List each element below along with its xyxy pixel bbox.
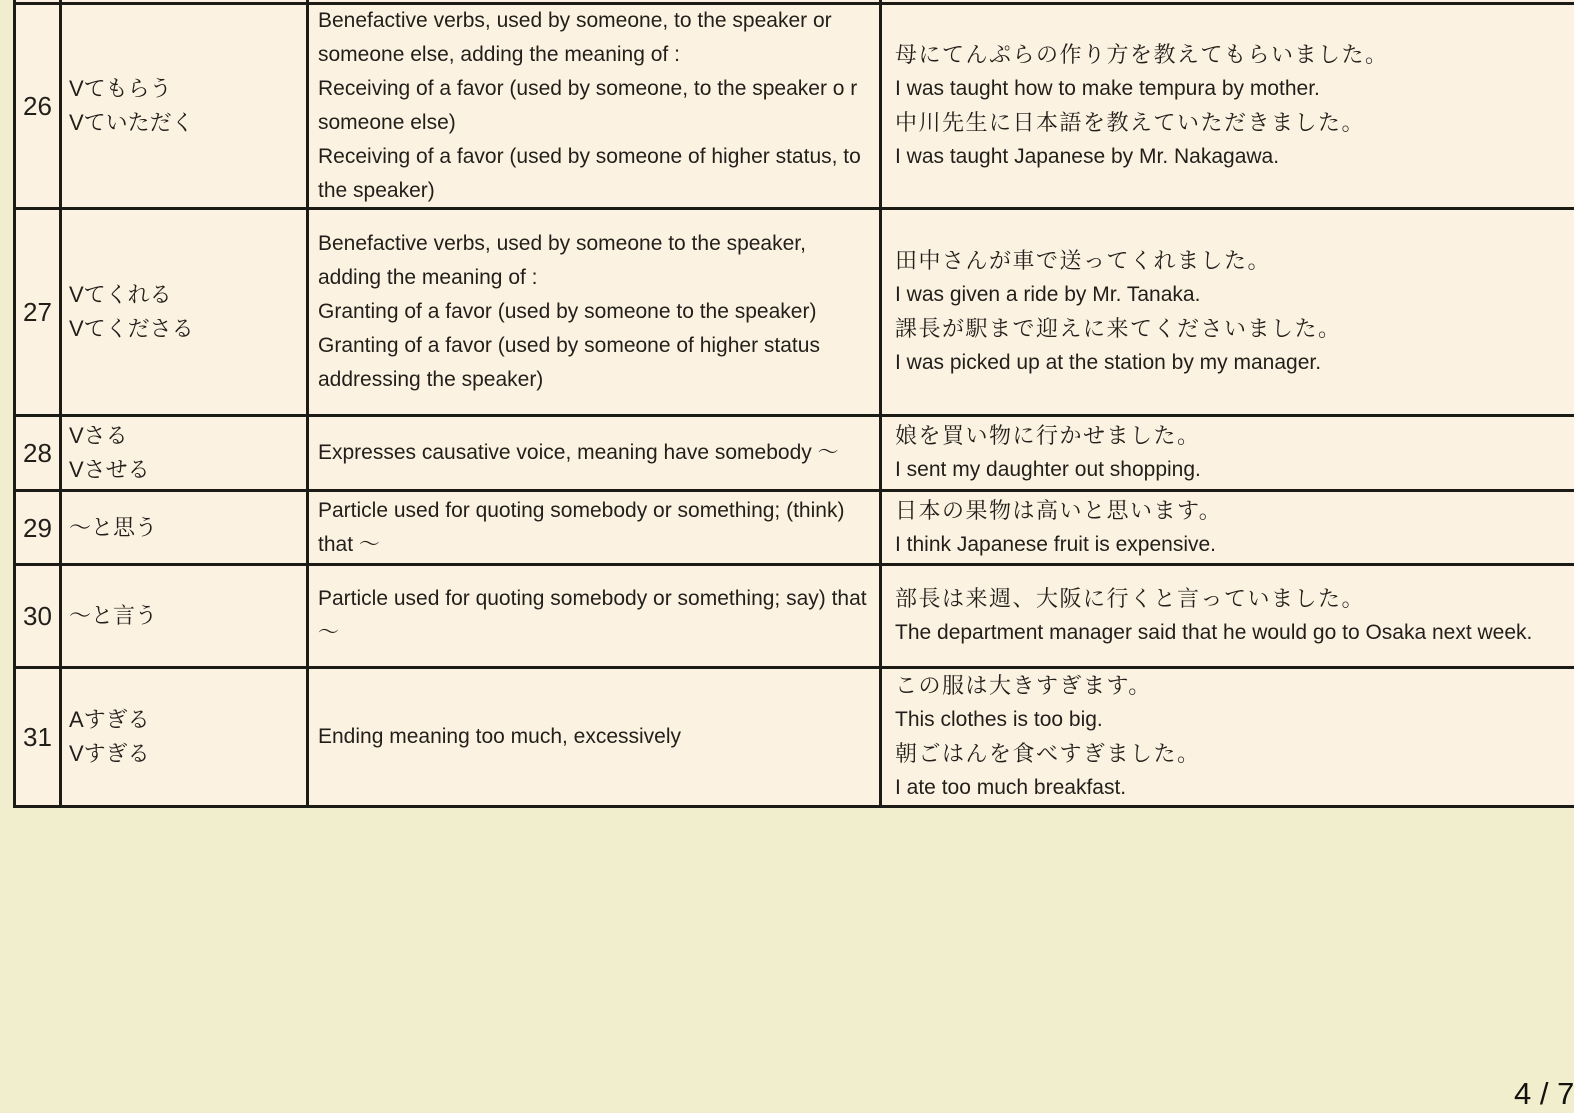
example-japanese: 母にてんぷらの作り方を教えてもらいました。	[895, 42, 1389, 67]
example-japanese: 部長は来週、大阪に行くと言っていました。	[895, 586, 1366, 611]
row-number-cell	[16, 566, 62, 666]
row-number: 26	[23, 91, 52, 121]
row-number-cell	[16, 492, 62, 563]
example-japanese: 中川先生に日本語を教えていただきました。	[895, 110, 1366, 135]
grammar-pattern-cell	[62, 0, 309, 2]
page-number: 4 / 7	[1514, 1076, 1574, 1111]
examples-cell	[882, 566, 1574, 666]
example-japanese: 田中さんが車で送ってくれました。	[895, 248, 1272, 273]
example-english: I was taught Japanese by Mr. Nakagawa.	[895, 145, 1280, 168]
row-number: 31	[23, 722, 52, 752]
row-number-cell	[16, 5, 62, 207]
explanation-text: Particle used for quoting somebody or something; (think) that ～	[318, 498, 845, 556]
explanation-text: Benefactive verbs, used by someone to the speaker, adding the meaning of :	[318, 232, 806, 289]
row-number-cell	[16, 669, 62, 805]
row-number-cell	[16, 210, 62, 414]
grammar-pattern-cell	[62, 669, 309, 805]
grammar-pattern-line: Vさる	[69, 423, 128, 448]
explanation-cell	[309, 0, 882, 2]
examples-cell	[882, 5, 1574, 207]
explanation-text: Granting of a favor (used by someone of higher status addressing the speaker)	[318, 334, 820, 391]
grammar-pattern-line: ～と思う	[69, 514, 158, 540]
explanation-text: Ending meaning too much, excessively	[318, 725, 682, 748]
table-row	[13, 666, 1574, 808]
table-row	[13, 563, 1574, 666]
explanation-cell	[309, 5, 882, 207]
grammar-pattern-line: Vてもらう	[69, 76, 172, 101]
row-number: 27	[23, 297, 52, 327]
example-japanese: 朝ごはんを食べすぎました。	[895, 741, 1201, 766]
row-number: 29	[23, 512, 52, 543]
grammar-pattern-cell	[62, 417, 309, 489]
explanation-text: Granting of a favor (used by someone to the speaker)	[318, 300, 817, 323]
example-japanese: 日本の果物は高いと思います。	[895, 497, 1223, 523]
explanation-cell	[309, 669, 882, 805]
explanation-text: Expresses causative voice, meaning have somebody ～	[318, 441, 839, 464]
grammar-pattern-line: Vてくれる	[69, 282, 172, 307]
examples-cell	[882, 669, 1574, 805]
explanation-text: Benefactive verbs, used by someone, to the speaker or someone else, adding the meaning of :	[318, 9, 832, 66]
example-japanese: 娘を買い物に行かせました。	[895, 423, 1201, 448]
examples-cell	[882, 417, 1574, 489]
example-english: I was picked up at the station by my manager.	[895, 351, 1322, 374]
example-english: I ate too much breakfast.	[895, 776, 1127, 799]
table-row	[13, 2, 1574, 207]
example-english: I was taught how to make tempura by mother.	[895, 77, 1320, 100]
grammar-table	[13, 0, 1574, 808]
grammar-pattern-line: Vすぎる	[69, 741, 150, 766]
example-english: I think Japanese fruit is expensive.	[895, 532, 1217, 556]
row-number: 28	[23, 438, 52, 468]
example-english: The department manager said that he would go to Osaka next week.	[895, 621, 1533, 644]
example-japanese: 課長が駅まで迎えに来てくださいました。	[895, 316, 1342, 341]
explanation-cell	[309, 566, 882, 666]
explanation-text: Receiving of a favor (used by someone of higher status, to the speaker)	[318, 145, 861, 202]
explanation-cell	[309, 210, 882, 414]
explanation-text: Receiving of a favor (used by someone, to the speaker o r someone else)	[318, 77, 858, 134]
explanation-cell	[309, 492, 882, 563]
grammar-pattern-cell	[62, 5, 309, 207]
example-english: I was given a ride by Mr. Tanaka.	[895, 283, 1201, 306]
examples-cell	[882, 492, 1574, 563]
row-number-cell	[16, 417, 62, 489]
grammar-pattern-line: Vていただく	[69, 110, 194, 135]
grammar-pattern-cell	[62, 566, 309, 666]
explanation-cell	[309, 417, 882, 489]
explanation-text: Particle used for quoting somebody or something; say) that ～	[318, 587, 867, 644]
example-japanese: この服は大きすぎます。	[895, 673, 1152, 698]
table-row	[13, 414, 1574, 489]
example-english: I sent my daughter out shopping.	[895, 458, 1201, 481]
grammar-pattern-cell	[62, 210, 309, 414]
row-number-cell	[16, 0, 62, 2]
grammar-pattern-line: Vてくださる	[69, 316, 194, 341]
grammar-pattern-line: Aすぎる	[69, 707, 150, 732]
example-english: This clothes is too big.	[895, 708, 1103, 731]
table-row	[13, 489, 1574, 563]
grammar-pattern-line: ～と言う	[69, 603, 158, 628]
examples-cell	[882, 210, 1574, 414]
grammar-pattern-line: Vさせる	[69, 457, 150, 482]
clipped-row-above	[13, 0, 1574, 2]
row-number: 30	[23, 601, 52, 631]
examples-cell	[882, 0, 1574, 2]
table-row	[13, 207, 1574, 414]
grammar-pattern-cell	[62, 492, 309, 563]
